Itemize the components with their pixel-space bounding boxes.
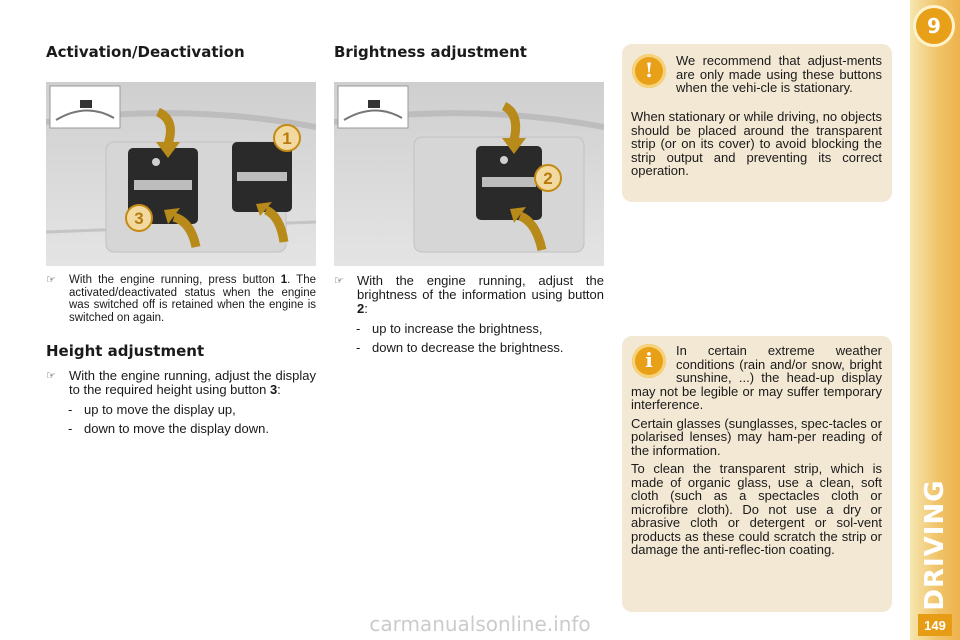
- height-item-down: down to move the display down.: [84, 421, 269, 436]
- info-box: [622, 336, 892, 612]
- info-lead: In certain extreme weather conditions (rain and/or snow, bright sunshine, ...) the head-up display may not be legible or may suffer temporary interference.: [631, 343, 882, 412]
- warning-body: When stationary or while driving, no objects should be placed around the transparent strip (or on its cover) to avoid blocking the strip output and preventing its correct operation.: [631, 109, 882, 178]
- callout-1-label: 1: [282, 129, 292, 148]
- page-number: 149: [918, 614, 952, 636]
- height-text: With the engine running, adjust the display to the required height using button: [69, 368, 316, 397]
- warning-lead: We recommend that adjust-ments are only made using these buttons when the vehi-cle is stationary.: [676, 53, 882, 95]
- height-heading: Height adjustment: [46, 342, 205, 360]
- activation-text-pre: With the engine running, press button: [69, 274, 281, 286]
- info-p2: Certain glasses (sunglasses, spec-tacles or polarised lenses) may ham-per reading of the information.: [631, 415, 882, 458]
- brightness-illustration: [334, 82, 604, 266]
- exclamation-icon: !: [632, 54, 666, 88]
- watermark: carmanualsonline.info: [369, 612, 591, 636]
- pointing-hand-icon: ☞: [46, 370, 56, 382]
- list-item: - up to move the display up,: [68, 402, 236, 417]
- chapter-sidebar: [910, 0, 960, 640]
- list-item: - down to move the display down.: [68, 421, 269, 436]
- brightness-button-num: 2: [357, 301, 365, 316]
- height-colon: :: [277, 382, 281, 397]
- info-p3: To clean the transparent strip, which is made of organic glass, use a clean, soft cloth (such as a spectacles cloth or microfibre cloth). Do not use a dry or abrasive cloth or detergent or sol-vent products as these could scratch the strip or damage the anti-reflec-tion coating.: [631, 461, 882, 557]
- activation-button-num: 1: [280, 274, 288, 286]
- brightness-colon: :: [364, 301, 368, 316]
- height-button-num: 3: [269, 382, 278, 397]
- pointing-hand-icon: ☞: [334, 275, 344, 287]
- info-icon: i: [632, 344, 666, 378]
- chapter-number-badge: 9: [913, 5, 955, 47]
- list-item: - up to increase the brightness,: [356, 321, 543, 336]
- dashboard-buttons-drawing: [46, 82, 316, 266]
- brightness-item-up: up to increase the brightness,: [372, 321, 543, 336]
- chapter-label: DRIVING: [920, 479, 950, 611]
- activation-paragraph: [46, 274, 316, 324]
- callout-2-label: 2: [543, 169, 553, 188]
- list-item: - down to decrease the brightness.: [356, 340, 564, 355]
- warning-box: [622, 44, 892, 202]
- dashboard-button-drawing: [334, 82, 604, 266]
- activation-text-post: . The activated/deactivated status when the engine was switched off is retained when the engine is switched on again.: [69, 274, 317, 324]
- height-item-up: up to move the display up,: [84, 402, 236, 417]
- pointing-hand-icon: ☞: [46, 274, 56, 286]
- brightness-item-down: down to decrease the brightness.: [372, 340, 564, 355]
- brightness-text: With the engine running, adjust the brightness of the information using button: [357, 273, 604, 302]
- brightness-heading: Brightness adjustment: [334, 43, 527, 61]
- callout-3-label: 3: [134, 209, 144, 228]
- brightness-paragraph: [334, 274, 604, 355]
- activation-heading: Activation/Deactivation: [46, 43, 245, 61]
- height-paragraph: [46, 369, 316, 436]
- activation-illustration: [46, 82, 316, 266]
